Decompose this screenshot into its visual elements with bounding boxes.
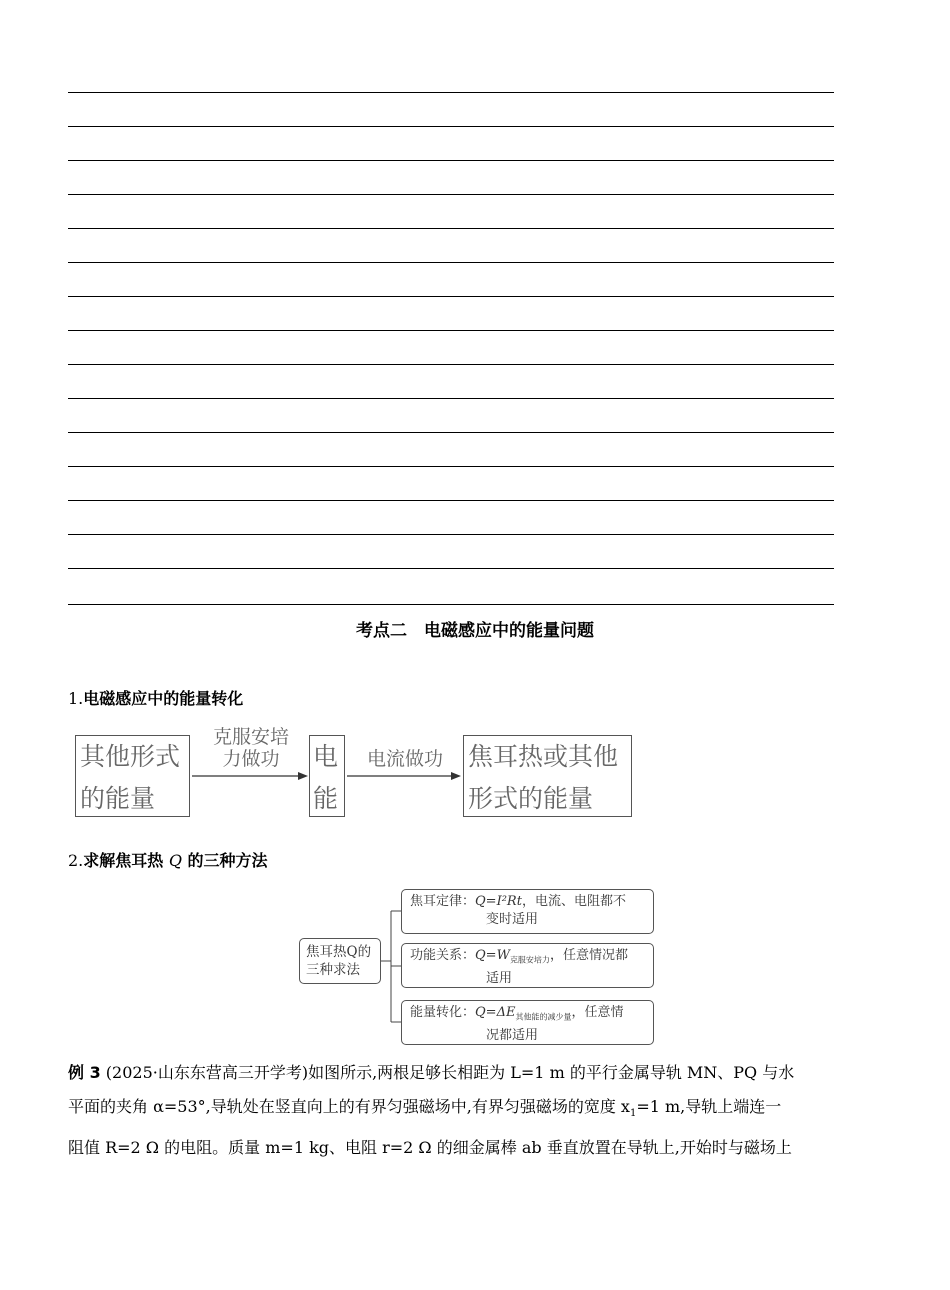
section-title: 考点二 电磁感应中的能量问题	[356, 621, 594, 641]
example-text: 平面的夹角 α=53°,导轨处在竖直向上的有界匀强磁场中,有界匀强磁场的宽度 x	[68, 1097, 630, 1116]
flow-box-line: 形式的能量	[468, 784, 594, 813]
answer-line	[68, 228, 834, 229]
method-label: 焦耳定律：	[410, 894, 476, 909]
heading-three-methods	[68, 848, 268, 871]
heading-number: 2.	[68, 851, 84, 870]
heading-text: 的三种方法	[181, 851, 268, 870]
answer-line	[68, 194, 834, 195]
method-subscript: 其他能的减少量	[515, 1012, 572, 1022]
method-text: ，任意情	[571, 1005, 624, 1020]
method-formula: Q=W	[475, 948, 510, 963]
flow-arrow-2	[345, 770, 465, 782]
answer-line	[68, 330, 834, 331]
method-energy-conversion	[401, 1000, 654, 1045]
example-subscript: 1	[629, 1108, 637, 1120]
answer-line	[68, 160, 834, 161]
answer-line	[68, 466, 834, 467]
flow-box-line: 的能量	[80, 784, 156, 813]
answer-line	[68, 92, 834, 93]
flow-box-line: 能	[313, 784, 339, 813]
example-line-3: 阻值 R=2 Ω 的电阻。质量 m=1 kg、电阻 r=2 Ω 的细金属棒 ab 垂直放置在导轨上,开始时与磁场上	[68, 1138, 792, 1158]
arrow-label-ampere-work	[196, 726, 306, 770]
heading-text: 求解焦耳热	[83, 851, 169, 870]
heading-variable: Q	[168, 851, 182, 870]
answer-line	[68, 432, 834, 433]
answer-line	[68, 296, 834, 297]
method-work-energy	[401, 943, 654, 988]
flow-box-line: 焦耳热或其他	[468, 742, 619, 771]
answer-line	[68, 534, 834, 535]
methods-bracket	[381, 905, 403, 1030]
method-text: 适用	[486, 970, 513, 986]
example-paragraph	[68, 1056, 884, 1165]
example-text: (2025·山东东营高三开学考)如图所示,两根足够长相距为 L=1 m 的平行金属导轨 MN、PQ 与水	[100, 1063, 795, 1082]
example-label: 例 3	[68, 1063, 101, 1082]
method-joule-law	[401, 889, 654, 934]
answer-line	[68, 568, 834, 569]
heading-energy-conversion	[68, 686, 243, 709]
flow-box-electric-energy	[309, 735, 345, 817]
method-formula: Q=ΔE	[475, 1005, 516, 1020]
root-line: 三种求法	[306, 962, 360, 978]
method-text: ，电流、电阻都不	[521, 894, 626, 909]
arrow-label-line: 力做功	[222, 748, 280, 770]
method-text: 况都适用	[486, 1027, 539, 1043]
method-text: ，任意情况都	[549, 948, 628, 963]
method-label: 功能关系：	[410, 948, 476, 963]
root-line: 焦耳热Q的	[306, 944, 372, 960]
answer-line	[68, 126, 834, 127]
method-label: 能量转化：	[410, 1005, 476, 1020]
answer-line	[68, 364, 834, 365]
example-text: =1 m,导轨上端连一	[636, 1097, 782, 1116]
heading-number: 1.	[68, 689, 84, 708]
answer-line	[68, 500, 834, 501]
flow-arrow-1	[190, 770, 310, 782]
methods-root-box	[299, 938, 381, 984]
method-formula: Q=I²Rt	[475, 894, 522, 909]
method-text: 变时适用	[486, 912, 539, 927]
method-subscript: 克服安培力	[509, 955, 550, 965]
answer-line	[68, 604, 834, 605]
example-line-2	[68, 1090, 884, 1131]
answer-line	[68, 398, 834, 399]
flow-box-joule-heat	[463, 735, 632, 817]
answer-line	[68, 262, 834, 263]
example-line-1	[68, 1056, 884, 1090]
arrow-label-line: 克服安培	[212, 726, 289, 748]
arrow-label-current-work: 电流做功	[366, 748, 443, 770]
flow-box-line: 其他形式	[80, 742, 181, 771]
heading-text: 电磁感应中的能量转化	[83, 689, 244, 708]
flow-box-other-energy	[75, 735, 190, 817]
flow-box-line: 电	[313, 742, 339, 771]
